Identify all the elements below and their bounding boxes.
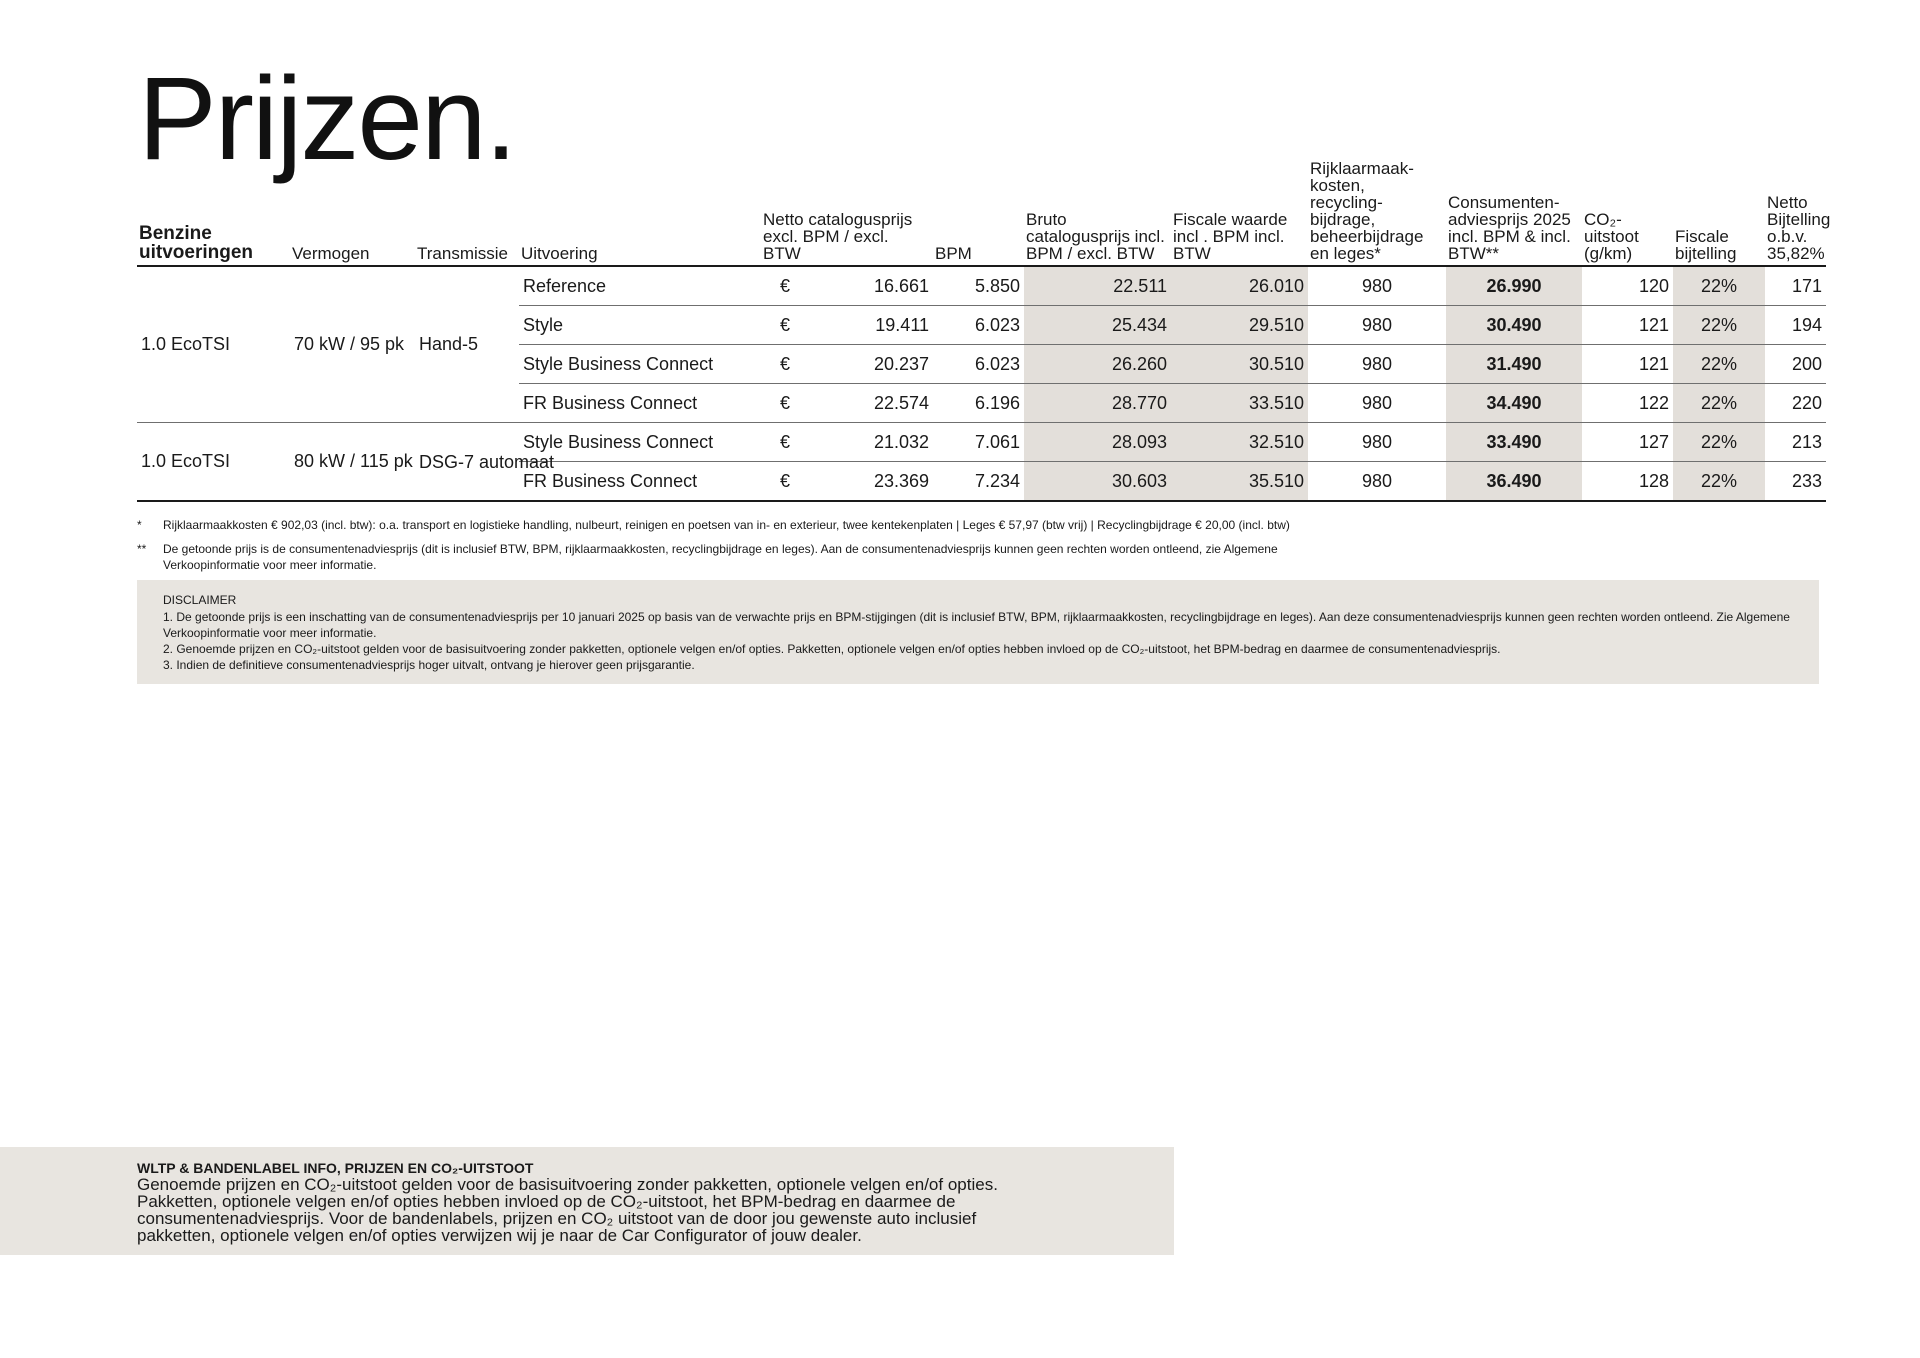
currency-cell: € [761,423,809,462]
engine-cell: 1.0 EcoTSI [137,266,290,423]
netto-cell: 20.237 [809,345,933,384]
fiscale-bijtelling-cell: 22% [1673,306,1765,345]
header-bpm: BPM [933,160,1024,266]
header-transmissie: Transmissie [415,160,519,266]
fiscale-waarde-cell: 29.510 [1171,306,1308,345]
power-cell: 70 kW / 95 pk [290,266,415,423]
bruto-cell: 28.093 [1024,423,1171,462]
netto-cell: 16.661 [809,266,933,306]
fiscale-bijtelling-cell: 22% [1673,345,1765,384]
consumenten-cell: 30.490 [1446,306,1582,345]
rijklaar-cell: 980 [1308,462,1446,502]
table-row [137,266,1826,306]
footnote-mark: ** [137,542,147,556]
header-bruto: Bruto catalogusprijs incl. BPM / excl. BTW [1024,160,1171,266]
footnote [137,517,1822,533]
header-uitvoering: Uitvoering [519,160,761,266]
currency-cell: € [761,306,809,345]
rijklaar-cell: 980 [1308,345,1446,384]
co2-cell: 128 [1582,462,1673,502]
rijklaar-cell: 980 [1308,306,1446,345]
power-cell: 80 kW / 115 pk [290,423,415,502]
uitvoering-cell: Style [519,306,761,345]
uitvoering-cell: Style Business Connect [519,345,761,384]
fiscale-waarde-cell: 35.510 [1171,462,1308,502]
header-rijklaar: Rijklaarmaak-kosten, recycling-bijdrage, beheerbijdrage en leges* [1308,160,1446,266]
consumenten-cell: 36.490 [1446,462,1582,502]
consumenten-cell: 31.490 [1446,345,1582,384]
footnote-text: Rijklaarmaakkosten € 902,03 (incl. btw): o.a. transport en logistieke handling, nulbeurt, reinigen en poetsen van in- en exterieur, twee kentekenplaten | Leges € 57,97 (btw vrij) | Recyclingbijdrage € 20,00 (incl. btw) [163,518,1290,532]
netto-bijtelling-cell: 194 [1765,306,1826,345]
header-fiscale-bijtelling: Fiscale bijtelling [1673,160,1765,266]
fiscale-waarde-cell: 32.510 [1171,423,1308,462]
netto-cell: 19.411 [809,306,933,345]
consumenten-cell: 26.990 [1446,266,1582,306]
co2-cell: 121 [1582,306,1673,345]
disclaimer-box [137,580,1819,684]
fiscale-waarde-cell: 30.510 [1171,345,1308,384]
bpm-cell: 6.196 [933,384,1024,423]
uitvoering-cell: Reference [519,266,761,306]
rijklaar-cell: 980 [1308,266,1446,306]
header-group: Benzine uitvoeringen [137,160,290,266]
footnote-mark: * [137,518,142,532]
header-co2: CO₂-uitstoot (g/km) [1582,160,1673,266]
bruto-cell: 26.260 [1024,345,1171,384]
bruto-cell: 30.603 [1024,462,1171,502]
netto-cell: 21.032 [809,423,933,462]
netto-bijtelling-cell: 233 [1765,462,1826,502]
netto-bijtelling-cell: 200 [1765,345,1826,384]
wltp-body: Genoemde prijzen en CO₂-uitstoot gelden voor de basisuitvoering zonder pakketten, optionele velgen en/of opties. Pakketten, optionele velgen en/of opties hebben invloed op de CO₂-uitstoot, het BPM-bedrag en daarmee de consumentenadviesprijs. Voor de bandenlabels, prijzen en CO₂ uitstoot van de door jou gewenste auto inclusief pakketten, optionele velgen en/of opties verwijzen wij je naar de Car Configurator of jouw dealer. [137,1175,998,1245]
rijklaar-cell: 980 [1308,423,1446,462]
fiscale-bijtelling-cell: 22% [1673,266,1765,306]
transmission-cell: DSG-7 automaat [415,423,519,502]
netto-bijtelling-cell: 220 [1765,384,1826,423]
price-table [137,159,1831,502]
disclaimer-title: DISCLAIMER [163,593,237,607]
fiscale-bijtelling-cell: 22% [1673,423,1765,462]
header-vermogen: Vermogen [290,160,415,266]
bpm-cell: 5.850 [933,266,1024,306]
transmission-cell: Hand-5 [415,266,519,423]
co2-cell: 127 [1582,423,1673,462]
netto-cell: 23.369 [809,462,933,502]
fiscale-waarde-cell: 26.010 [1171,266,1308,306]
bpm-cell: 7.061 [933,423,1024,462]
currency-cell: € [761,462,809,502]
co2-cell: 122 [1582,384,1673,423]
bruto-cell: 25.434 [1024,306,1171,345]
header-netto: Netto catalogusprijs excl. BPM / excl. BTW [761,160,933,266]
bruto-cell: 28.770 [1024,384,1171,423]
header-row [137,160,1826,266]
rijklaar-cell: 980 [1308,384,1446,423]
bpm-cell: 6.023 [933,345,1024,384]
co2-cell: 121 [1582,345,1673,384]
uitvoering-cell: FR Business Connect [519,462,761,502]
disclaimer-item: 2. Genoemde prijzen en CO₂-uitstoot gelden voor de basisuitvoering zonder pakketten, optionele velgen en/of opties. Pakketten, optionele velgen en/of opties hebben invloed op de CO₂-uitstoot, het BPM-bedrag en daarmee de consumentenadviesprijs. [163,642,1501,656]
netto-cell: 22.574 [809,384,933,423]
consumenten-cell: 33.490 [1446,423,1582,462]
netto-bijtelling-cell: 213 [1765,423,1826,462]
currency-cell: € [761,266,809,306]
bpm-cell: 6.023 [933,306,1024,345]
co2-cell: 120 [1582,266,1673,306]
fiscale-waarde-cell: 33.510 [1171,384,1308,423]
netto-bijtelling-cell: 171 [1765,266,1826,306]
currency-cell: € [761,345,809,384]
disclaimer-item: 1. De getoonde prijs is een inschatting van de consumentenadviesprijs per 10 januari 2025 op basis van de verwachte prijs en BPM-stijgingen (dit is inclusief BTW, BPM, rijklaarmaakkosten, recyclingbijdrage en leges). Aan deze consumentenadviesprijs kunnen geen rechten worden ontleend. Zie Algemene Verkoopinformatie voor meer informatie. [163,610,1790,640]
wltp-title: WLTP & BANDENLABEL INFO, PRIJZEN EN CO₂-UITSTOOT [137,1160,534,1176]
disclaimer-item: 3. Indien de definitieve consumentenadviesprijs hoger uitvalt, ontvang je hierover geen prijsgarantie. [163,658,695,672]
bruto-cell: 22.511 [1024,266,1171,306]
engine-cell: 1.0 EcoTSI [137,423,290,502]
table-row [137,423,1826,462]
footnote [137,541,1347,573]
header-netto-bijtelling: Netto Bijtelling o.b.v. 35,82% [1765,160,1826,266]
uitvoering-cell: Style Business Connect [519,423,761,462]
fiscale-bijtelling-cell: 22% [1673,384,1765,423]
bpm-cell: 7.234 [933,462,1024,502]
uitvoering-cell: FR Business Connect [519,384,761,423]
page-title: Prijzen. [138,53,516,185]
header-consumenten: Consumenten-adviesprijs 2025 incl. BPM & incl. BTW** [1446,160,1582,266]
footnotes [137,517,1822,581]
consumenten-cell: 34.490 [1446,384,1582,423]
wltp-info-box [0,1147,1174,1255]
footnote-text: De getoonde prijs is de consumentenadviesprijs (dit is inclusief BTW, BPM, rijklaarmaakkosten, recyclingbijdrage en leges). Aan de consumentenadviesprijs kunnen geen rechten worden ontleend, zie Algemene Verkoopinformatie voor meer informatie. [163,542,1278,572]
currency-cell: € [761,384,809,423]
fiscale-bijtelling-cell: 22% [1673,462,1765,502]
header-fiscale-waarde: Fiscale waarde incl . BPM incl. BTW [1171,160,1308,266]
